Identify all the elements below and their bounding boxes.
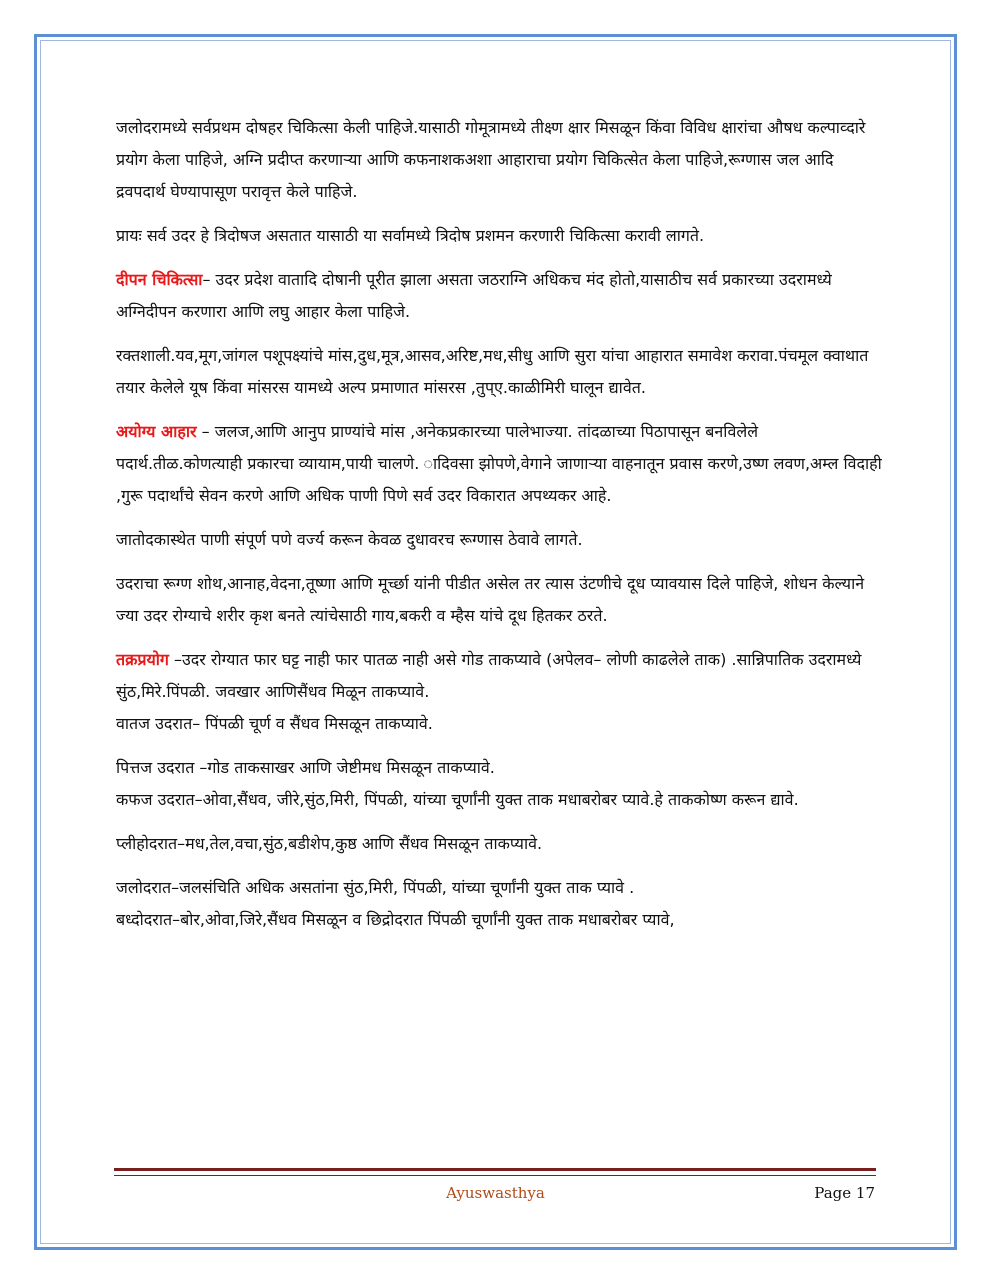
paragraph-10: पित्तज उदरात –गोड ताकसाखर आणि जेष्टीमध मिसळून ताकप्यावे.	[116, 758, 495, 777]
paragraph-4: रक्तशाली.यव,मूग,जांगल पशूपक्ष्यांचे मांस,दुध,मूत्र,आसव,अरिष्ट,मध,सीधु आणि सुरा यांचा आहारात समावेश करावा.पंचमूल क्वाथात तयार केलेले यूष किंवा मांसरस यामध्ये अल्प प्रमाणात मांसरस ,तुप्ए.काळीमिरी घालून द्यावेत.	[116, 346, 869, 397]
paragraph-6: जातोदकास्थेत पाणी संपूर्ण पणे वर्ज्य करून केवळ दुधावरच रूग्णास ठेवावे लागते.	[116, 530, 583, 549]
section-heading: तक्रप्रयोग	[116, 650, 169, 669]
document-body	[116, 112, 886, 948]
paragraph-11: कफज उदरात–ओवा,सैंधव, जीरे,सुंठ,मिरी, पिंपळी, यांच्या चूर्णांनी युक्त ताक मधाबरोबर प्यावे.हे ताककोष्ण करून द्यावे.	[116, 790, 799, 809]
paragraph-7: उदराचा रूग्ण शोथ,आनाह,वेदना,तूष्णा आणि मूर्च्छा यांनी पीडीत असेल तर त्यास उंटणीचे दूध प्यावयास दिले पाहिजे, शोधन केल्याने ज्या उदर रोग्याचे शरीर कृश बनते त्यांचेसाठी गाय,बकरी व म्हैस यांचे दूध हितकर ठरते.	[116, 574, 865, 625]
paragraph-deepan: दीपन चिकित्सा– उदर प्रदेश वातादि दोषानी पूरीत झाला असता जठराग्नि अधिकच मंद होतो,यासाठीच सर्व प्रकारच्या उदरामध्ये अग्निदीपन करणारा आणि लघु आहार केला पाहिजे.	[116, 270, 832, 321]
paragraph-12: प्लीहोदरात–मध,तेल,वचा,सुंठ,बडीशेप,कुष्ठ आणि सैंधव मिसळून ताकप्यावे.	[116, 834, 543, 853]
paragraph-ayogya: अयोग्य आहार – जलज,आणि आनुप प्राण्यांचे मांस ,अनेकप्रकारच्या पालेभाज्या. तांदळाच्या पिठापासून बनविलेले पदार्थ.तीळ.कोणत्याही प्रकारचा व्यायाम,पायी चालणे. ादिवसा झोपणे,वेगाने जाणाऱ्या वाहनातून प्रवास करणे,उष्ण लवण,अम्ल विदाही ,गुरू पदार्थांचे सेवन करणे आणि अधिक पाणी पिणे सर्व उदर विकारात अपथ्यकर आहे.	[116, 422, 882, 505]
paragraph-2: प्रायः सर्व उदर हे त्रिदोषज असतात यासाठी या सर्वामध्ये त्रिदोष प्रशमन करणारी चिकित्सा करावी लागते.	[116, 226, 705, 245]
footer-divider	[114, 1168, 876, 1176]
section-heading: दीपन चिकित्सा	[116, 270, 203, 289]
footer-title: Ayuswasthya	[446, 1184, 545, 1202]
paragraph-9: वातज उदरात– पिंपळी चूर्ण व सैंधव मिसळून ताकप्यावे.	[116, 714, 433, 733]
page-number: Page 17	[814, 1184, 875, 1202]
section-heading: अयोग्य आहार	[116, 422, 197, 441]
paragraph-takra: तक्रप्रयोग –उदर रोग्यात फार घट्ट नाही फार पातळ नाही असे गोड ताकप्यावे (अपेलव– लोणी काढलेले ताक) .सान्निपातिक उदरामध्ये सुंठ,मिरे.पिंपळी. जवखार आणिसैंधव मिळून ताकप्यावे.	[116, 650, 862, 701]
paragraph-14: बध्दोदरात–बोर,ओवा,जिरे,सैंधव मिसळून व छिद्रोदरात पिंपळी चूर्णांनी युक्त ताक मधाबरोबर प्यावे,	[116, 910, 675, 929]
paragraph-13: जलोदरात–जलसंचिति अधिक असतांना सुंठ,मिरी, पिंपळी, यांच्या चूर्णांनी युक्त ताक प्यावे .	[116, 878, 635, 897]
paragraph-1: जलोदरामध्ये सर्वप्रथम दोषहर चिकित्सा केली पाहिजे.यासाठी गोमूत्रामध्ये तीक्ष्ण क्षार मिसळून किंवा विविध क्षारांचा औषध कल्पाव्दारे प्रयोग केला पाहिजे, अग्नि प्रदीप्त करणाऱ्या आणि कफनाशकअशा आहाराचा प्रयोग चिकित्सेत केला पाहिजे,रूग्णास जल आदि द्रवपदार्थ घेण्यापासूण परावृत्त केले पाहिजे.	[116, 118, 866, 201]
